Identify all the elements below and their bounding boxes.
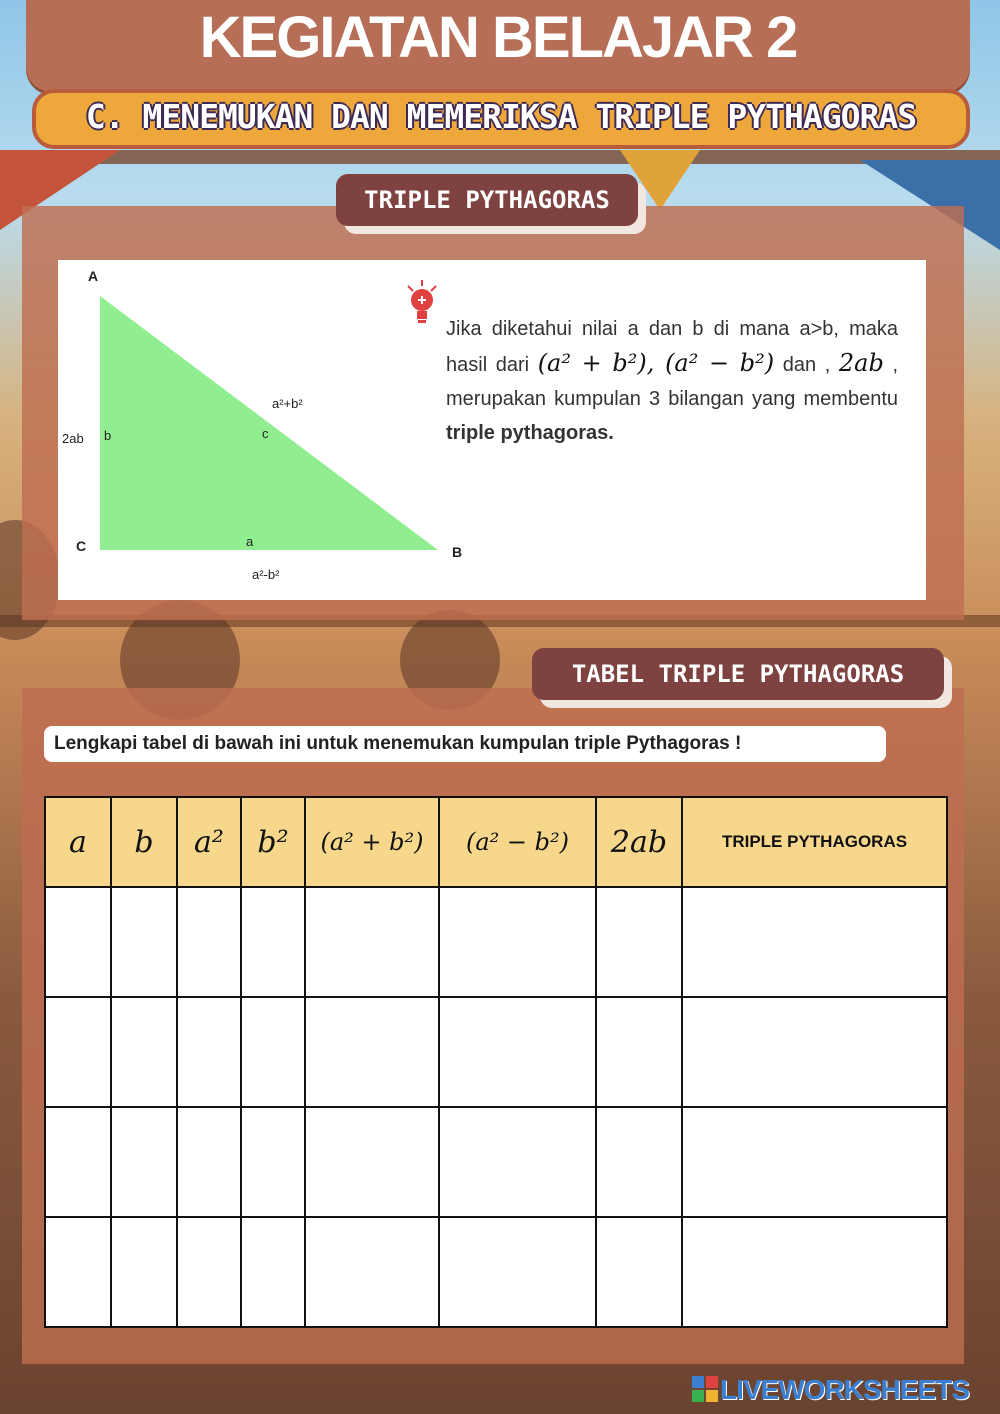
triple-pythagoras-table [44,796,948,1328]
table-row [45,1217,947,1327]
input-cell-a[interactable] [45,1107,111,1217]
liveworksheets-logo: LIVEWORKSHEETS [692,1374,992,1408]
triangle-shape [100,296,438,550]
header-2ab: 2ab [596,797,682,887]
header-a-squared: a² [177,797,241,887]
page-title: KEGIATAN BELAJAR 2 [199,5,797,70]
input-cell-a-squared[interactable] [177,1107,241,1217]
side-b-label: b [104,428,112,443]
side-c-label: c [262,426,269,441]
title-banner [26,0,970,92]
vertex-c-label: C [76,538,87,554]
input-cell-diff-squares[interactable] [439,1107,596,1217]
input-cell-b[interactable] [111,1217,177,1327]
table-row [45,1107,947,1217]
input-cell-a[interactable] [45,997,111,1107]
input-cell-a[interactable] [45,887,111,997]
input-cell-b-squared[interactable] [241,1107,305,1217]
section-label-tabel: TABEL TRIPLE PYTHAGORAS [532,648,944,700]
section-label-triple-pythagoras: TRIPLE PYTHAGORAS [336,174,638,226]
expression-sum-diff: (a² + b²), (a² − b²) [537,349,775,377]
input-cell-a-squared[interactable] [177,997,241,1107]
input-cell-b[interactable] [111,997,177,1107]
input-cell-b[interactable] [111,887,177,997]
input-cell-diff-squares[interactable] [439,997,596,1107]
input-cell-triple[interactable] [682,1107,947,1217]
background-beam [0,150,1000,164]
input-cell-a[interactable] [45,1217,111,1327]
input-cell-triple[interactable] [682,887,947,997]
input-cell-sum-squares[interactable] [305,1107,439,1217]
input-cell-diff-squares[interactable] [439,1217,596,1327]
table-row [45,887,947,997]
header-a: a [45,797,111,887]
vertex-b-label: B [452,544,463,560]
input-cell-sum-squares[interactable] [305,1217,439,1327]
input-cell-a-squared[interactable] [177,1217,241,1327]
input-cell-2ab[interactable] [596,997,682,1107]
expression-2ab: 2ab [838,349,884,377]
input-cell-2ab[interactable] [596,887,682,997]
liveworksheets-logo-icon [692,1376,718,1402]
side-a-expression: a²-b² [252,567,280,582]
side-b-expression: 2ab [62,431,84,446]
input-cell-b-squared[interactable] [241,997,305,1107]
input-cell-sum-squares[interactable] [305,997,439,1107]
triangle-card [58,260,926,600]
input-cell-triple[interactable] [682,997,947,1107]
input-cell-b-squared[interactable] [241,887,305,997]
input-cell-b-squared[interactable] [241,1217,305,1327]
page-subtitle: C. MENEMUKAN DAN MEMERIKSA TRIPLE PYTHAGORAS [85,97,917,136]
input-cell-diff-squares[interactable] [439,887,596,997]
header-b: b [111,797,177,887]
input-cell-2ab[interactable] [596,1217,682,1327]
table-row [45,997,947,1107]
input-cell-triple[interactable] [682,1217,947,1327]
side-a-label: a [246,534,254,549]
subtitle-banner [32,89,970,149]
side-c-expression: a²+b² [272,396,303,411]
input-cell-2ab[interactable] [596,1107,682,1217]
header-b-squared: b² [241,797,305,887]
header-diff-squares: (a² − b²) [439,797,596,887]
lightbulb-icon [404,278,440,330]
input-cell-sum-squares[interactable] [305,887,439,997]
header-triple-pythagoras: TRIPLE PYTHAGORAS [682,797,947,887]
table-header-row [45,797,947,887]
triple-pythagoras-description: Jika diketahui nilai a dan b di mana a>b, maka hasil dari (a² + b²), (a² − b²) dan , 2ab , merupakan kumpulan 3 bilangan yang membentu triple pythagoras. [446,318,899,444]
input-cell-b[interactable] [111,1107,177,1217]
input-cell-a-squared[interactable] [177,887,241,997]
header-sum-squares: (a² + b²) [305,797,439,887]
vertex-a-label: A [88,268,99,284]
instruction-text: Lengkapi tabel di bawah ini untuk menemukan kumpulan triple Pythagoras ! [44,726,886,762]
